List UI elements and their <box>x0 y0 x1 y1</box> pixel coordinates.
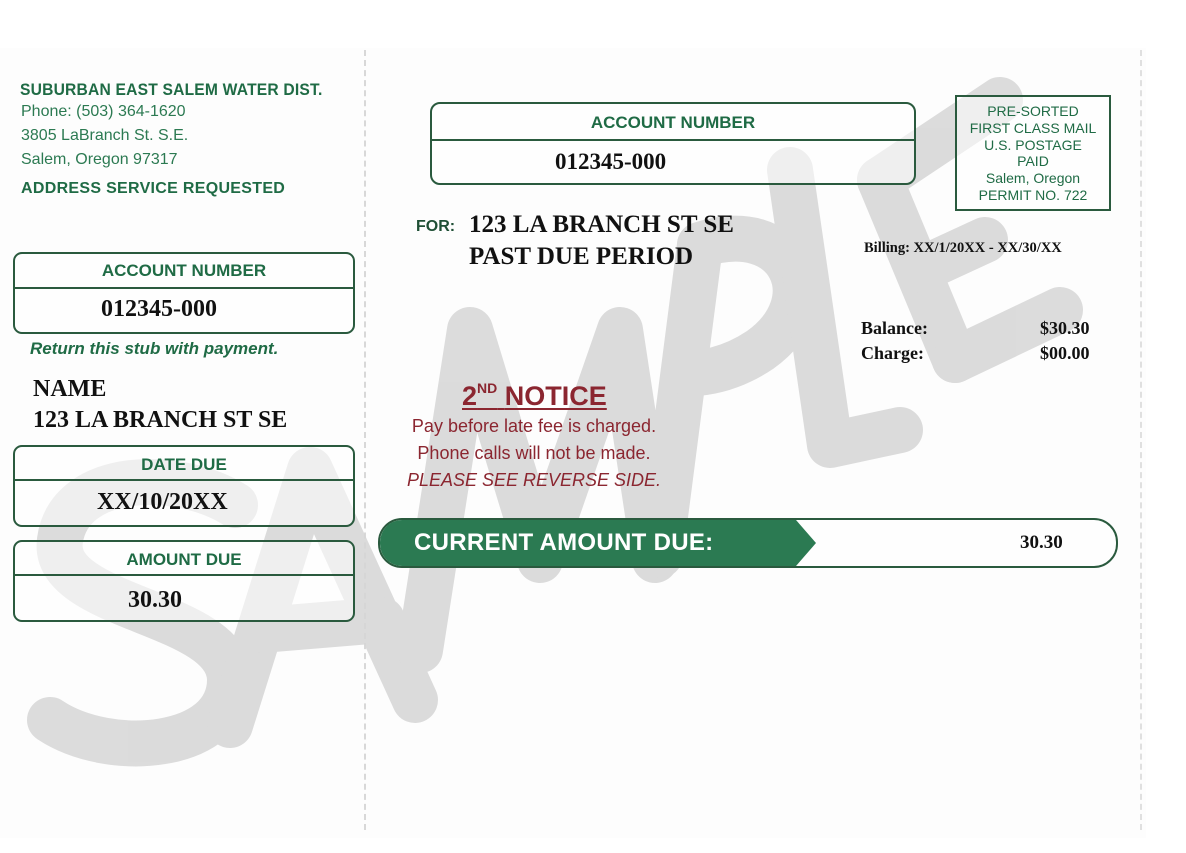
perforation-line <box>364 50 366 830</box>
notice-title <box>462 380 607 412</box>
current-amount-due-bar <box>378 518 1118 568</box>
stub-account-box <box>13 252 355 334</box>
amount-due-box <box>13 540 355 622</box>
balance-label: Balance: <box>861 318 928 338</box>
customer-address: 123 LA BRANCH ST SE <box>33 407 288 433</box>
customer-name: NAME <box>33 376 107 402</box>
org-city: Salem, Oregon 97317 <box>21 151 178 168</box>
org-name: SUBURBAN EAST SALEM WATER DIST. <box>20 80 323 99</box>
main-account-number: 012345-000 <box>555 149 667 174</box>
org-street: 3805 LaBranch St. S.E. <box>21 127 189 144</box>
notice-number: 2 <box>462 381 478 411</box>
charge-value: $00.00 <box>1040 343 1090 363</box>
main-account-box <box>430 102 916 185</box>
billing-period: Billing: XX/1/20XX - XX/30/XX <box>864 240 1062 256</box>
date-due-value: XX/10/20XX <box>97 489 228 515</box>
postage-line: PAID <box>1017 153 1049 170</box>
date-due-box <box>13 445 355 527</box>
postage-line: FIRST CLASS MAIL <box>969 119 1097 136</box>
postage-indicia <box>955 95 1111 211</box>
current-due-label: CURRENT AMOUNT DUE: <box>414 529 714 556</box>
notice-line-phone: Phone calls will not be made. <box>417 443 651 463</box>
postage-line: U.S. POSTAGE <box>984 136 1082 153</box>
current-due-value: 30.30 <box>1020 532 1063 553</box>
org-phone: Phone: (503) 364-1620 <box>21 103 186 120</box>
edge-perforation <box>1140 50 1142 830</box>
stub-account-label: ACCOUNT NUMBER <box>15 254 353 289</box>
amount-due-value: 30.30 <box>128 587 182 613</box>
charge-label: Charge: <box>861 343 924 363</box>
address-service-requested: ADDRESS SERVICE REQUESTED <box>21 180 286 197</box>
stub-account-number: 012345-000 <box>101 296 217 322</box>
postage-line: Salem, Oregon <box>985 170 1081 187</box>
return-stub-note: Return this stub with payment. <box>30 339 279 358</box>
main-account-label: ACCOUNT NUMBER <box>432 104 914 141</box>
amount-due-label: AMOUNT DUE <box>15 542 353 576</box>
for-label: FOR: <box>416 218 456 235</box>
balance-value: $30.30 <box>1040 318 1090 338</box>
postage-line: PERMIT NO. 722 <box>978 186 1088 203</box>
notice-line-late-fee: Pay before late fee is charged. <box>411 416 657 436</box>
service-address: 123 LA BRANCH ST SE <box>469 211 734 238</box>
notice-superscript: ND <box>477 380 498 396</box>
notice-line-reverse: PLEASE SEE REVERSE SIDE. <box>406 470 662 490</box>
period-label: PAST DUE PERIOD <box>469 243 694 270</box>
date-due-label: DATE DUE <box>15 447 353 481</box>
notice-word: NOTICE <box>504 381 607 411</box>
postage-line: PRE-SORTED <box>987 103 1079 119</box>
